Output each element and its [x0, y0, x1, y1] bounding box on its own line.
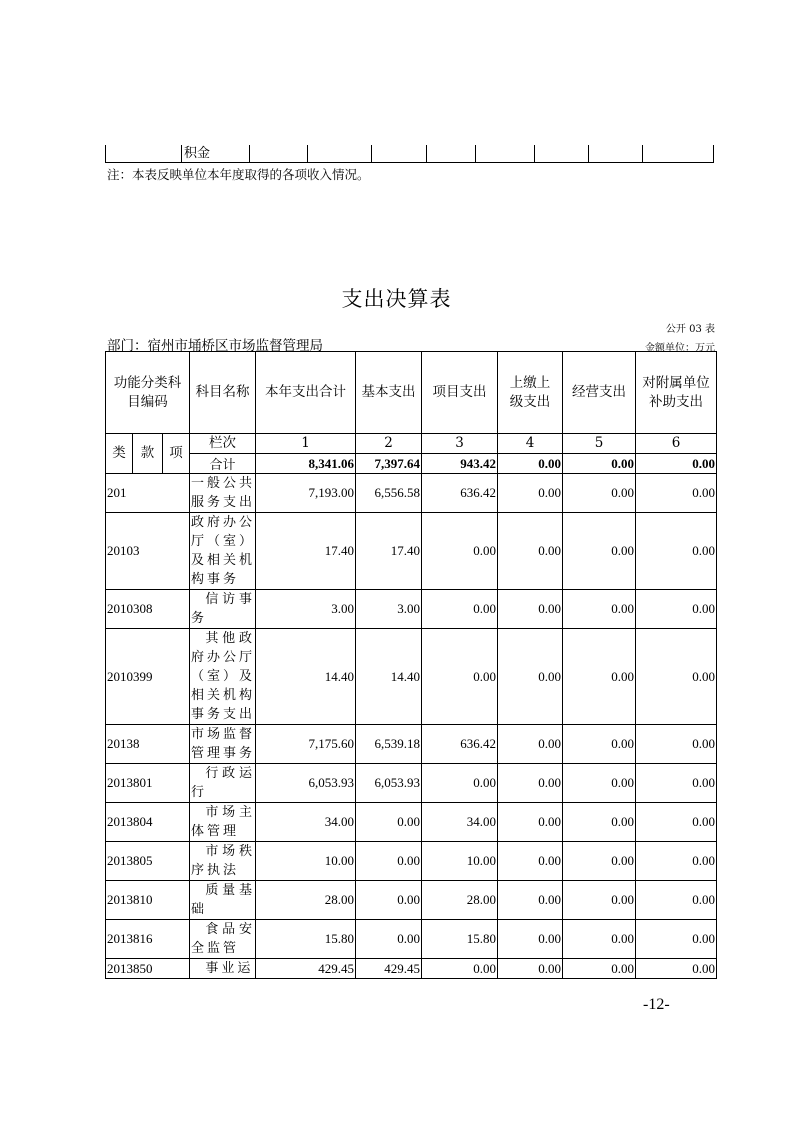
total-value: 0.00 [563, 454, 636, 474]
table-row [106, 881, 717, 920]
row-value: 0.00 [356, 881, 422, 920]
header-upper: 上缴上级支出 [498, 352, 563, 434]
row-value: 15.80 [256, 920, 356, 959]
total-row [106, 454, 717, 474]
table-row [106, 725, 717, 764]
row-subject-name: 一般公共服务支出 [190, 474, 256, 513]
row-subject-name: 食品安全监管 [190, 920, 256, 959]
row-value: 0.00 [563, 959, 636, 979]
row-value: 0.00 [563, 764, 636, 803]
row-value: 0.00 [636, 474, 717, 513]
row-value: 17.40 [256, 513, 356, 590]
remnant-cell-text: 积金 [184, 146, 211, 161]
row-value: 0.00 [498, 513, 563, 590]
row-value: 7,193.00 [256, 474, 356, 513]
header-project: 项目支出 [422, 352, 498, 434]
row-value: 0.00 [563, 725, 636, 764]
row-value: 0.00 [356, 842, 422, 881]
row-code: 2010308 [106, 590, 190, 629]
row-value: 0.00 [636, 842, 717, 881]
row-value: 6,539.18 [356, 725, 422, 764]
col-num: 2 [356, 434, 422, 454]
row-value: 14.40 [356, 629, 422, 725]
row-value: 0.00 [636, 513, 717, 590]
col-num: 3 [422, 434, 498, 454]
table-row [106, 474, 717, 513]
row-code: 20138 [106, 725, 190, 764]
row-value: 6,556.58 [356, 474, 422, 513]
row-value: 3.00 [256, 590, 356, 629]
row-value: 0.00 [498, 959, 563, 979]
header-kuan: 款 [133, 434, 163, 474]
row-value: 636.42 [422, 725, 498, 764]
row-value: 0.00 [636, 920, 717, 959]
col-num: 4 [498, 434, 563, 454]
row-value: 0.00 [563, 920, 636, 959]
row-value: 0.00 [498, 842, 563, 881]
row-value: 0.00 [636, 590, 717, 629]
row-subject-name: 政府办公厅（室）及相关机构事务 [190, 513, 256, 590]
table-row [106, 959, 717, 979]
table-row [106, 513, 717, 590]
header-row [106, 352, 717, 434]
row-value: 28.00 [422, 881, 498, 920]
row-value: 0.00 [498, 725, 563, 764]
total-label: 合计 [190, 454, 256, 474]
row-subject-name: 质量基础 [190, 881, 256, 920]
row-value: 0.00 [498, 629, 563, 725]
row-value: 0.00 [422, 959, 498, 979]
row-subject-name: 市场秩序执法 [190, 842, 256, 881]
income-table-note: 注：本表反映单位本年度取得的各项收入情况。 [107, 167, 370, 182]
row-value: 0.00 [563, 803, 636, 842]
previous-table-remnant [105, 145, 714, 163]
department-label: 部门：宿州市埇桥区市场监督管理局 [107, 338, 323, 354]
expenditure-table [105, 351, 717, 979]
row-subject-name: 市场监督管理事务 [190, 725, 256, 764]
row-value: 6,053.93 [356, 764, 422, 803]
col-num: 5 [563, 434, 636, 454]
row-value: 0.00 [563, 881, 636, 920]
form-number: 公开 03 表 [665, 324, 715, 335]
row-code: 2013805 [106, 842, 190, 881]
row-value: 0.00 [636, 725, 717, 764]
row-code: 2013850 [106, 959, 190, 979]
row-subject-name: 市场主体管理 [190, 803, 256, 842]
row-value: 3.00 [356, 590, 422, 629]
total-value: 943.42 [422, 454, 498, 474]
row-value: 0.00 [636, 629, 717, 725]
row-value: 14.40 [256, 629, 356, 725]
table-row [106, 590, 717, 629]
row-code: 2013810 [106, 881, 190, 920]
total-value: 7,397.64 [356, 454, 422, 474]
header-subsidy: 对附属单位补助支出 [636, 352, 717, 434]
row-value: 15.80 [422, 920, 498, 959]
row-value: 0.00 [356, 920, 422, 959]
row-value: 0.00 [422, 590, 498, 629]
row-value: 0.00 [498, 764, 563, 803]
header-col-order: 栏次 [190, 434, 256, 454]
header-subject-name: 科目名称 [190, 352, 256, 434]
row-subject-name: 信访事务 [190, 590, 256, 629]
row-code: 201 [106, 474, 190, 513]
row-value: 0.00 [422, 629, 498, 725]
row-value: 0.00 [422, 764, 498, 803]
row-subject-name: 事业运 [190, 959, 256, 979]
row-value: 0.00 [636, 803, 717, 842]
row-code: 2013816 [106, 920, 190, 959]
column-number-row [106, 434, 717, 454]
header-func-code: 功能分类科目编码 [106, 352, 190, 434]
row-value: 6,053.93 [256, 764, 356, 803]
header-xiang: 项 [163, 434, 190, 474]
row-value: 34.00 [422, 803, 498, 842]
row-value: 0.00 [636, 959, 717, 979]
row-value: 10.00 [422, 842, 498, 881]
total-value: 0.00 [498, 454, 563, 474]
row-value: 0.00 [498, 590, 563, 629]
row-value: 10.00 [256, 842, 356, 881]
row-value: 0.00 [498, 881, 563, 920]
row-value: 17.40 [356, 513, 422, 590]
table-row [106, 629, 717, 725]
row-value: 28.00 [256, 881, 356, 920]
row-value: 0.00 [356, 803, 422, 842]
row-value: 429.45 [356, 959, 422, 979]
row-value: 0.00 [636, 764, 717, 803]
row-value: 0.00 [563, 513, 636, 590]
table-row [106, 920, 717, 959]
page-title: 支出决算表 [341, 287, 452, 311]
col-num: 6 [636, 434, 717, 454]
header-business: 经营支出 [563, 352, 636, 434]
row-value: 0.00 [563, 842, 636, 881]
row-value: 0.00 [563, 590, 636, 629]
row-code: 2010399 [106, 629, 190, 725]
page-number: -12- [643, 996, 670, 1013]
total-value: 0.00 [636, 454, 717, 474]
row-value: 0.00 [498, 803, 563, 842]
row-value: 0.00 [422, 513, 498, 590]
row-code: 20103 [106, 513, 190, 590]
row-value: 0.00 [498, 920, 563, 959]
row-code: 2013804 [106, 803, 190, 842]
header-basic: 基本支出 [356, 352, 422, 434]
row-value: 34.00 [256, 803, 356, 842]
row-subject-name: 行政运行 [190, 764, 256, 803]
row-value: 0.00 [498, 474, 563, 513]
total-value: 8,341.06 [256, 454, 356, 474]
row-value: 0.00 [636, 881, 717, 920]
table-row [106, 803, 717, 842]
row-value: 0.00 [563, 629, 636, 725]
table-row [106, 842, 717, 881]
header-lei: 类 [106, 434, 133, 474]
row-code: 2013801 [106, 764, 190, 803]
col-num: 1 [256, 434, 356, 454]
row-value: 429.45 [256, 959, 356, 979]
row-value: 7,175.60 [256, 725, 356, 764]
row-value: 0.00 [563, 474, 636, 513]
amount-unit: 金额单位：万元 [645, 343, 715, 354]
header-total: 本年支出合计 [256, 352, 356, 434]
table-row [106, 764, 717, 803]
row-subject-name: 其他政府办公厅（室）及相关机构事务支出 [190, 629, 256, 725]
row-value: 636.42 [422, 474, 498, 513]
